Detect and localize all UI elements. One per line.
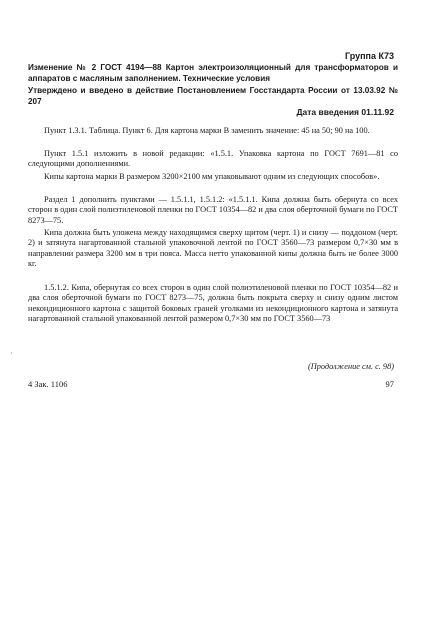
margin-mark: · bbox=[10, 349, 13, 358]
group-label: Группа К73 bbox=[344, 51, 394, 61]
paragraph-2: Пункт 1.5.1 изложить в новой редакции: «1.5.1. Упаковка картона по ГОСТ 7691—81 со следующими дополнениями. bbox=[28, 149, 398, 169]
paragraph-1: Пункт 1.3.1. Таблица. Пункт 6. Для картона марки В заменить значение: 45 на 50; 90 на 100. bbox=[44, 126, 370, 135]
approval-line: Утверждено и введено в действие Постановлением Госстандарта России от 13.03.92 № 207 bbox=[28, 86, 398, 106]
footer-order: 4 Зак. 1106 bbox=[28, 379, 68, 389]
paragraph-3: Кипы картона марки В размером 3200×2100 мм упаковывают одним из следующих способов». bbox=[44, 172, 380, 181]
amendment-title: Изменение № 2 ГОСТ 4194—88 Картон электроизоляционный для трансформаторов и аппаратов с масляным заполнением. Технические условия bbox=[28, 63, 398, 83]
page-number: 97 bbox=[385, 379, 394, 389]
paragraph-6: 1.5.1.2. Кипа, обернутая со всех сторон в один слой полиэтиленовой пленки по ГОСТ 10354—82 и два слоя оберточной бумаги по ГОСТ 8273—75, должна быть покрыта сверху и снизу одним листом некондиционного картона с защитой боковых граней уголками из некондиционного картона и затянута нагартованной стальной упакованной лентой размером 0,7×30 мм по ГОСТ 3560—73 bbox=[28, 283, 398, 324]
paragraph-5: Кипа должна быть уложена между находящимся сверху щитом (черт. 1) и снизу — поддоном (черт. 2) и затянута нагартованной стальной упаковочной лентой по ГОСТ 3560—73 размером 0,7×30 мм в направлении размера 3200 мм в три пояса. Масса нетто упакованной кипы должна быть не более 3000 кг. bbox=[28, 228, 398, 269]
continuation-note: (Продолжение см. с. 98) bbox=[307, 362, 394, 371]
effective-date: Дата введения 01.11.92 bbox=[296, 107, 394, 117]
paragraph-4: Раздел 1 дополнить пунктами — 1.5.1.1, 1.5.1.2: «1.5.1.1. Кипа должна быть обернута со всех сторон в один слой полиэтиленовой пленки по ГОСТ 10354—82 и два слоя оберточной бумаги по ГОСТ 8273—75. bbox=[28, 195, 398, 225]
